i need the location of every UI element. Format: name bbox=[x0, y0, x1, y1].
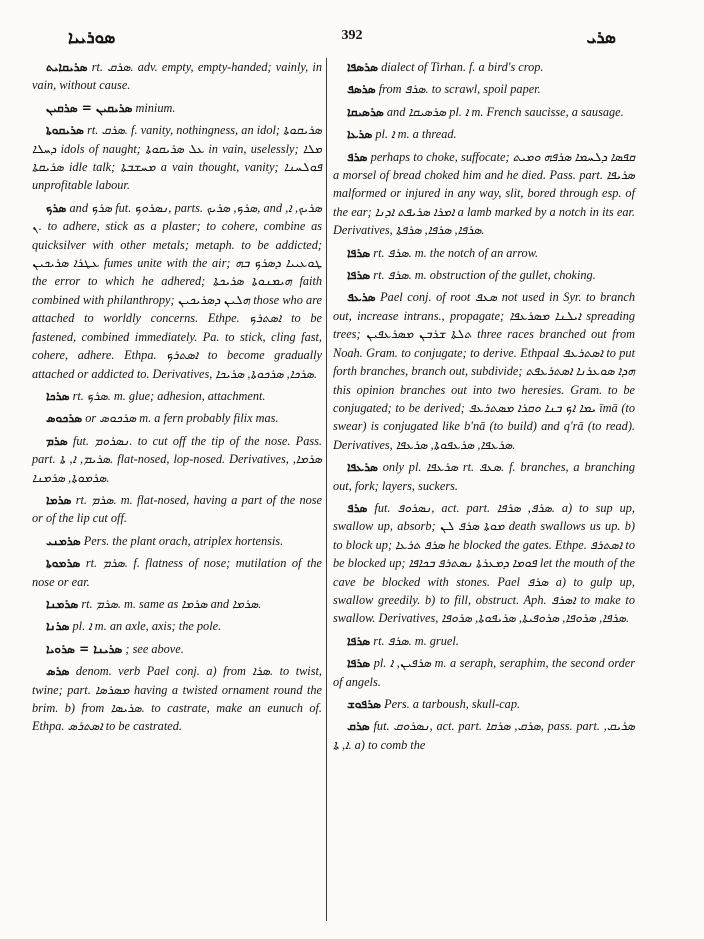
entry-definition: rt. ܣܪܦ. m. the notch of an arrow. bbox=[373, 245, 539, 260]
dictionary-entry bbox=[32, 199, 322, 383]
dictionary-entry bbox=[333, 80, 635, 98]
dictionary-entry bbox=[333, 632, 635, 650]
entry-headword: ܣܪܡܐ bbox=[46, 492, 72, 507]
dictionary-entry bbox=[32, 432, 322, 487]
entry-definition: pl. ܣܪܦܝܢ, ܐ m. a seraph, seraphim, the second order of angels. bbox=[333, 656, 636, 689]
right-column bbox=[333, 58, 635, 758]
entry-headword: ܣܪܦܐ bbox=[347, 268, 371, 283]
entry-headword: ܣܪܦܘܫ bbox=[347, 697, 382, 711]
dictionary-entry bbox=[333, 103, 635, 121]
entry-headword: ܣܪܣ bbox=[46, 664, 70, 679]
entry-headword: ܣܪܝܩܝܢ = ܣܪܩܝܢ bbox=[46, 100, 133, 115]
entry-definition: only pl. ܣܪܥܦܐ rt. ܣܥܦ. f. branches, a branching out, fork; layers, suckers. bbox=[333, 460, 635, 493]
entry-headword: ܣܪܥܦ bbox=[347, 290, 376, 305]
entry-headword: ܣܪܝܢܐ = ܣܪܘܝܐ bbox=[46, 641, 123, 656]
entry-headword: ܣܪܟ bbox=[46, 200, 67, 215]
dictionary-entry bbox=[32, 532, 322, 550]
entry-headword: ܣܪܦ bbox=[347, 149, 368, 164]
dictionary-entry bbox=[333, 266, 635, 284]
entry-headword: ܣܪܝܩܘܬܐ bbox=[46, 123, 84, 138]
dictionary-entry bbox=[333, 654, 635, 691]
entry-headword: ܣܪܥܐ bbox=[347, 127, 373, 142]
entry-definition: rt. ܣܪܦ. m. gruel. bbox=[373, 633, 459, 648]
entry-headword: ܣܪܥܦܐ bbox=[347, 460, 378, 475]
dictionary-entry bbox=[333, 695, 635, 713]
dictionary-entry bbox=[333, 125, 635, 143]
entry-definition: fut. ܢܣܪܘܡ. to cut off the tip of the nose. Pass. part. ܣܪܝܡ, ܐ, ܬܐ. flat-nosed, lop-nosed. Derivatives, ܣܪܡܐ, ܣܪܡܘܬܐ, ܣܪܡܢܐ. bbox=[32, 433, 322, 485]
dictionary-entry bbox=[32, 617, 322, 635]
entry-definition: Pers. a tarboush, skull-cap. bbox=[384, 697, 521, 711]
entry-headword: ܣܪܣܦ bbox=[347, 82, 376, 97]
entry-headword: ܣܪܦܐ bbox=[347, 656, 371, 671]
entry-headword: ܣܪܢܐ bbox=[46, 619, 70, 634]
dictionary-entry bbox=[32, 640, 322, 658]
entry-headword: ܣܪܡ bbox=[46, 433, 68, 448]
dictionary-entry bbox=[32, 58, 322, 95]
dictionary-entry bbox=[333, 499, 635, 628]
entry-definition: pl. ܐ m. a thread. bbox=[375, 127, 457, 142]
entry-headword: ܣܪܡܢܝ bbox=[46, 533, 81, 548]
dictionary-entry bbox=[333, 458, 635, 495]
dictionary-entry bbox=[333, 288, 635, 454]
dictionary-entry bbox=[32, 387, 322, 405]
entry-definition: from ܣܪܦ. to scrawl, spoil paper. bbox=[378, 82, 541, 97]
dictionary-entry bbox=[333, 148, 635, 240]
entry-headword: ܣܪܟܘܣ bbox=[46, 411, 83, 426]
entry-headword: ܣܪܩ bbox=[347, 719, 370, 734]
entry-headword: ܣܪܟܐ bbox=[46, 388, 70, 403]
entry-definition: fut. ܢܣܪܘܩ, act. part. ܣܪܩ, ܣܪܩܐ, pass. part. ܣܪܝܩ, ܐ, ܬܐ. a) to comb the bbox=[333, 719, 635, 752]
entry-headword: ܣܪܦܐ bbox=[347, 633, 371, 648]
entry-definition: perhaps to choke, suffocate; ܩܦܣܐ ܕܠܚܡܐ ܣܪܦܗ ܘܡܝܬ a morsel of bread choked him and he died. Pass. part. ܣܪܝܦܐ malformed or injured in any way, slit, bored through esp. of the ear; ܐܡܪܐ ܣܪܝܦܬ ܐܕܢܐ a lamb marked by a notch in its ear. Derivatives, ܣܪܦܐ, ܣܪܦܐ, ܣܪܦܬܐ. bbox=[333, 149, 635, 238]
dictionary-entry bbox=[32, 595, 322, 613]
dictionary-entry bbox=[333, 244, 635, 262]
dictionary-entry bbox=[32, 409, 322, 427]
dictionary-entry bbox=[32, 554, 322, 591]
entry-headword: ܣܪܡܢܐ bbox=[46, 596, 79, 611]
left-column bbox=[32, 58, 322, 740]
entry-definition: rt. ܣܪܡ. m. same as ܣܪܡܐ and ܣܪܡܐ. bbox=[81, 596, 262, 611]
dictionary-entry bbox=[32, 121, 322, 195]
entry-headword: ܣܪܡܘܬܐ bbox=[46, 556, 81, 571]
column-divider bbox=[326, 58, 327, 921]
dictionary-entry bbox=[333, 58, 635, 76]
page-number: 392 bbox=[341, 28, 363, 43]
entry-definition: rt. ܣܪܦ. m. obstruction of the gullet, choking. bbox=[373, 268, 596, 283]
dictionary-entry bbox=[333, 717, 635, 754]
entry-definition: pl. ܐ m. an axle, axis; the pole. bbox=[72, 619, 222, 634]
entry-definition: ; see above. bbox=[125, 641, 184, 656]
entry-headword: ܣܪܦ bbox=[347, 500, 368, 515]
entry-headword: ܣܪܣܦܐ bbox=[347, 60, 378, 74]
entry-definition: rt. ܣܪܩ. adv. empty, empty-handed; vainly, in vain, without cause. bbox=[32, 60, 322, 93]
entry-definition: dialect of Tirhan. f. a bird's crop. bbox=[381, 60, 544, 74]
dictionary-entry bbox=[32, 99, 322, 117]
entry-definition: rt. ܣܪܩ. f. vanity, nothingness, an idol; ܣܪܝܩܘܬܐ ܕܚܠܐ idols of naught; ܥܠ ܣܪܝܩܘܬܐ in vain, uselessly; ܡܠܐ ܣܪܝܩܬܐ idle talk; ܡܚܫܒܬܐ a vain thought, vanity; ܦܘܠܚܢܐ unprofitable labour. bbox=[32, 123, 323, 193]
entry-definition: Pael conj. of root ܣܥܦ not used in Syr. to branch out, increase intrans., propagate; ܐܝܠܢܐ ܡܣܪܥܦܐ spreading trees; ܬܠܬܐ ܫܪܒܢ ܡܣܪܥܦܝܢ three races branched out from Noah. Gram. to conjugate; to derive. Ethpaal ܐܣܬܪܥܦ to put forth branches, branch out, subdivide; ܗܕܐ ܣܘܥܪܢܐ ܐܣܬܪܥܦܬ this opinion branches out into two heresies. Gram. to be conjugated; to be derived; ܝܡܐ ܐܟ ܒܢܐ ܘܩܪܐ ܡܣܬܪܥܦ īmā (to swear) is conjugated like b'nā (to build) and q'rā (to read). Derivatives, ܣܪܥܦܐ, ܣܪܥܦܘܬܐ, ܣܪܥܦܐ. bbox=[333, 290, 636, 452]
entry-definition: Pers. the plant orach, atriplex hortensis. bbox=[83, 533, 284, 548]
entry-definition: and ܣܪܣܝܩܐ pl. ܐ m. French saucisse, a sausage. bbox=[386, 104, 624, 119]
entry-definition: rt. ܣܪܟ. m. glue; adhesion, attachment. bbox=[72, 388, 266, 403]
dictionary-entry bbox=[32, 491, 322, 528]
entry-definition: denom. verb Pael conj. a) from ܣܪܐ. to twist, twine; part. ܡܣܪܣܐ having a twisted ornament round the brim. b) from ܣܪܝܣܐ. to castrate, make an eunuch of. Ethpa. ܐܣܬܪܣ to be castrated. bbox=[32, 664, 322, 734]
entry-definition: rt. ܣܪܡ. m. flat-nosed, having a part of the nose or of the lip cut off. bbox=[32, 492, 323, 526]
running-head-right: ܣܪܝ bbox=[586, 28, 616, 48]
page-header bbox=[0, 28, 704, 50]
dictionary-entry bbox=[32, 662, 322, 736]
entry-headword: ܣܪܝܩܐܝܬ bbox=[46, 60, 88, 74]
entry-definition: fut. ܢܣܪܘܦ, act. part. ܣܪܦ, ܣܪܦܐ. a) to sup up, swallow up, absorb; ܡܘܬܐ ܣܪܦ ܠܢ death swallows us up. b) to block up; ܣܪܦ ܬܪܥܐ he blocked the gates. Ethpe. ܐܣܬܪܦ to be blocked up; ܦܘܡܐ ܕܡܥܪܬܐ ܢܣܬܪܦ ܒܟܐܦܐ let the mouth of the cave be blocked with stones. Pael ܣܪܦ a) to gulp up, swallow greedily. b) to fill, obstruct. Aph. ܐܣܪܦ to make to swallow. Derivatives, ܣܪܦܐ, ܣܪܘܦܐ, ܣܪܘܦܝܬܐ, ܣܪܝܦܘܬܐ, ܣܪܘܦܐ. bbox=[333, 500, 635, 626]
entry-definition: or ܣܪܟܘܣ m. a fern probably filix mas. bbox=[85, 411, 279, 426]
entry-definition: and ܣܪܟ fut. ܢܣܪܘܟ, parts. ܣܪܟ, ܣܪܝܟ, and ܣܪܝܟ, ܐ, ܢ. to adhere, stick as a plaster; to cohere, combine as quicksilver with other metals; metaph. to be addicted; ܥܛܪܐ ܣܪܝܟܝܢ fumes unite with the air; ܛܘܥܝܝܐ ܕܣܪܟ ܒܗ the error to which he adhered; ܗܝܡܢܘܬܐ ܣܪܝܟܬܐ faith combined with philanthropy; ܗܠܝܢ ܕܣܪܝܟܝܢ those who are attached to worldly concerns. Ethpe. ܐܣܬܪܟ to be fastened, combined immediately. Pa. to stick, cling fast, cohere, adhere. Ethpa. ܐܣܬܪܟ to become gradually attached or addicted to. Derivatives, ܣܪܟܐ, ܣܪܟܘܬܐ, ܣܪܝܟܐ. bbox=[32, 200, 323, 381]
running-head-left: ܣܘܪܝܝܐ bbox=[68, 28, 116, 48]
entry-definition: minium. bbox=[135, 100, 176, 115]
entry-headword: ܣܪܣܝܩܐ bbox=[347, 104, 384, 119]
entry-headword: ܣܪܦܐ bbox=[347, 245, 371, 260]
entry-definition: rt. ܣܪܡ. f. flatness of nose; mutilation of the nose or ear. bbox=[32, 556, 322, 589]
